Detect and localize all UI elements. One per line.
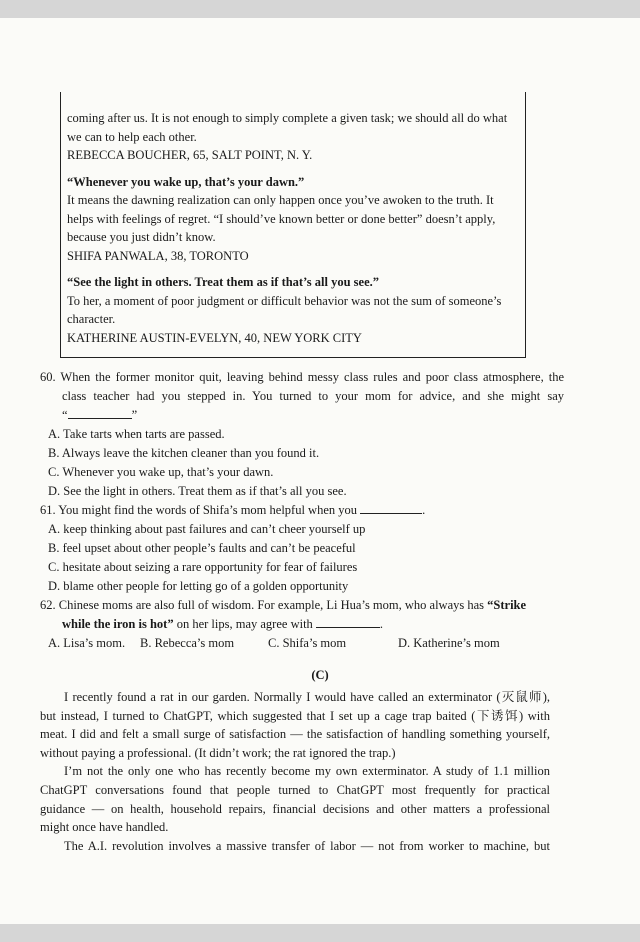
box-line: It means the dawning realization can only happen once you’ve awoken to the truth. It bbox=[67, 193, 494, 207]
close-quote: ” bbox=[131, 408, 138, 422]
passage-line: without paying a professional. (It didn’t work; the rat ignored the trap.) bbox=[40, 745, 396, 760]
question-stem: 60. When the former monitor quit, leaving behind messy class rules and poor class atmosphere, the bbox=[40, 370, 564, 384]
stem-end: . bbox=[422, 503, 426, 517]
open-quote: “ bbox=[62, 408, 68, 422]
signature: REBECCA BOUCHER, 65, SALT POINT, N. Y. bbox=[67, 148, 313, 162]
question-stem: 62. Chinese moms are also full of wisdom. For example, Li Hua’s mom, who always has bbox=[40, 598, 488, 612]
answer-blank[interactable] bbox=[316, 615, 380, 628]
passage-line: I’m not the only one who has recently become my own exterminator. A study of 1.1 million bbox=[64, 764, 550, 779]
idiom-bold: “Strike bbox=[487, 598, 527, 612]
top-scan-band bbox=[0, 0, 640, 18]
option-a[interactable]: A. keep thinking about past failures and can’t cheer yourself up bbox=[48, 522, 366, 536]
passage-line: might once have handled. bbox=[40, 820, 169, 835]
options-row bbox=[40, 634, 564, 653]
quote-heading: “See the light in others. Treat them as if that’s all you see.” bbox=[67, 275, 380, 289]
question-stem: 61. You might find the words of Shifa’s mom helpful when you bbox=[40, 503, 358, 517]
box-line: we can to help each other. bbox=[67, 129, 197, 144]
box-line: coming after us. It is not enough to simply complete a given task; we should all do what bbox=[67, 111, 508, 125]
option-a[interactable]: A. Take tarts when tarts are passed. bbox=[48, 427, 225, 441]
option-d[interactable]: D. blame other people for letting go of a golden opportunity bbox=[48, 579, 349, 593]
question-stem-line bbox=[40, 615, 564, 634]
answer-blank[interactable] bbox=[360, 501, 422, 514]
box-line: To her, a moment of poor judgment or difficult behavior was not the sum of someone’s bbox=[67, 293, 502, 308]
option-b[interactable]: B. feel upset about other people’s faults and can’t be peaceful bbox=[48, 541, 356, 555]
question-stem-line bbox=[40, 596, 564, 615]
passage-line: meat. I did and felt a small surge of satisfaction — the satisfaction of handling something yourself, bbox=[40, 727, 550, 742]
quote-heading: “Whenever you wake up, that’s your dawn.” bbox=[67, 174, 305, 189]
section-heading: (C) bbox=[311, 668, 329, 682]
option-d[interactable]: D. Katherine’s mom bbox=[398, 636, 500, 650]
option-a[interactable]: A. Lisa’s mom. bbox=[48, 636, 126, 650]
question-61 bbox=[40, 501, 564, 596]
quote-box bbox=[60, 92, 526, 358]
signature: KATHERINE AUSTIN-EVELYN, 40, NEW YORK CITY bbox=[67, 330, 362, 345]
stem-end: . bbox=[379, 617, 384, 631]
question-60 bbox=[40, 368, 564, 501]
passage-line: but instead, I turned to ChatGPT, which suggested that I set up a cage trap baited (下诱饵) with bbox=[40, 708, 550, 723]
question-62 bbox=[40, 596, 564, 653]
passage-line: I recently found a rat in our garden. Normally I would have called an exterminator (灭鼠师), bbox=[64, 690, 550, 704]
signature: SHIFA PANWALA, 38, TORONTO bbox=[67, 248, 249, 263]
box-line: helps with feelings of regret. “I should’ve known better or done better” doesn’t apply, bbox=[67, 211, 496, 226]
passage-line: guidance — on health, household repairs, financial decisions and other matters a professional bbox=[40, 801, 550, 816]
passage-c bbox=[40, 688, 550, 855]
question-stem: class teacher had you stepped in. You turned to your mom for advice, and she might say bbox=[62, 389, 564, 403]
box-line: because you just didn’t know. bbox=[67, 230, 216, 244]
answer-blank[interactable] bbox=[68, 406, 132, 419]
option-b[interactable]: B. Always leave the kitchen cleaner than you found it. bbox=[48, 446, 320, 460]
option-d[interactable]: D. See the light in others. Treat them as if that’s all you see. bbox=[48, 484, 347, 498]
option-c[interactable]: C. hesitate about seizing a rare opportunity for fear of failures bbox=[48, 560, 358, 574]
option-c[interactable]: C. Shifa’s mom bbox=[268, 636, 347, 650]
passage-line: ChatGPT conversations found that people turned to ChatGPT most frequently for practical bbox=[40, 782, 550, 797]
bottom-scan-band bbox=[0, 924, 640, 942]
option-c[interactable]: C. Whenever you wake up, that’s your dawn. bbox=[48, 465, 274, 479]
idiom-bold: while the iron is hot” bbox=[62, 617, 174, 631]
answer-blank-line bbox=[40, 406, 564, 425]
box-line: character. bbox=[67, 312, 116, 326]
question-stem: on her lips, may agree with bbox=[173, 617, 313, 631]
option-b[interactable]: B. Rebecca’s mom bbox=[140, 636, 235, 650]
question-stem-line bbox=[40, 501, 564, 520]
passage-line: The A.I. revolution involves a massive transfer of labor — not from worker to machine, but bbox=[64, 838, 550, 853]
